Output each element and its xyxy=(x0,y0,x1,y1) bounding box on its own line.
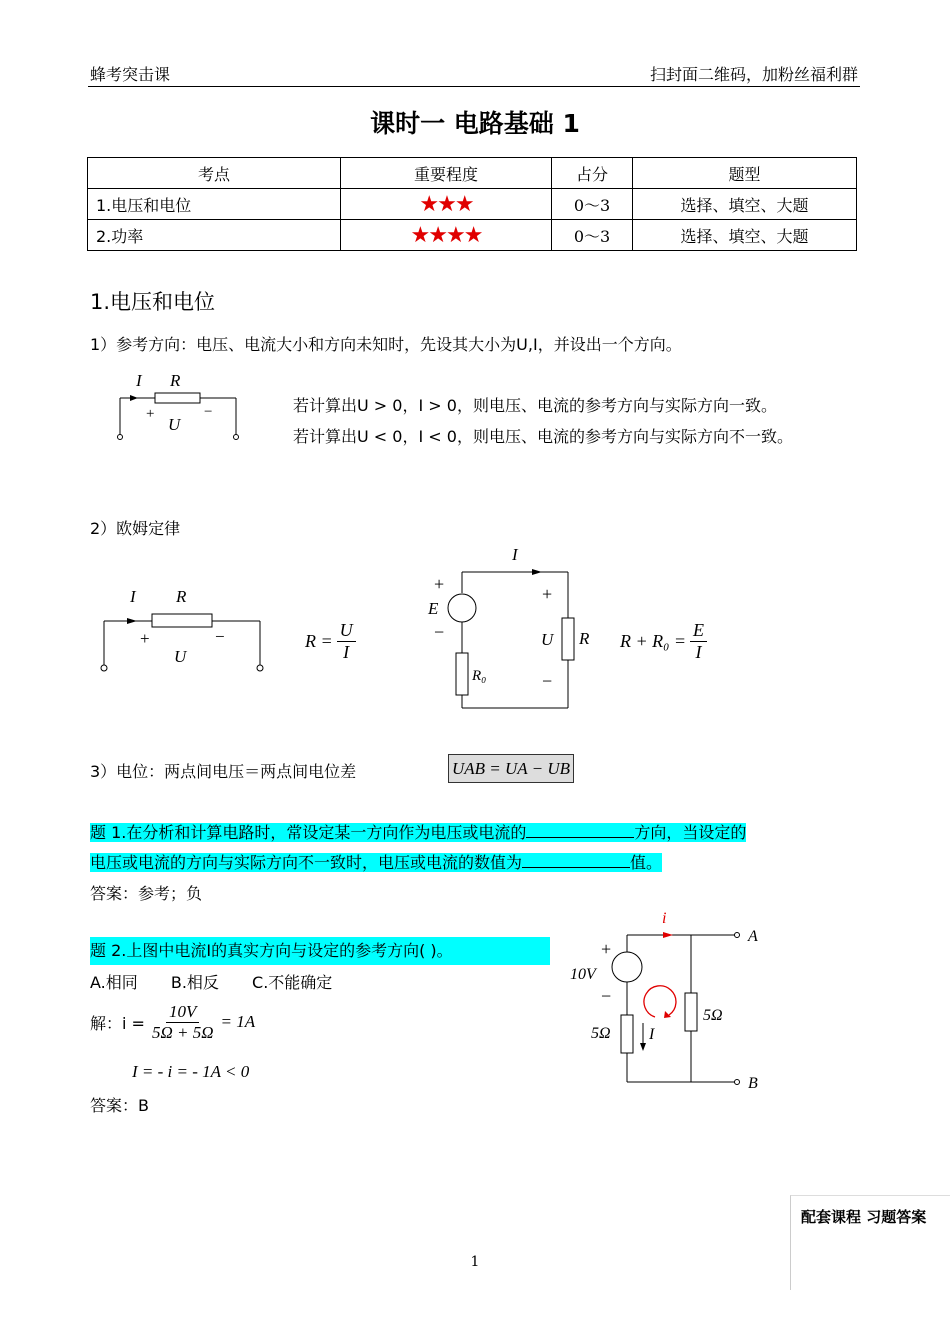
page-number: 1 xyxy=(470,1254,480,1270)
label-I: I xyxy=(136,371,142,390)
potential-formula-box: UAB = UA − UB xyxy=(448,754,574,783)
q1-line-2: 电压或电流的方向与实际方向不一致时，电压或电流的数值为 值。 xyxy=(90,853,663,872)
label-plus: + xyxy=(434,574,445,594)
label-minus: − xyxy=(204,404,213,420)
formula-lhs: R + R₀ = xyxy=(620,630,687,651)
label-I: I xyxy=(512,545,518,564)
label-R0: R₀ xyxy=(472,668,487,684)
label-i: i xyxy=(662,910,667,927)
sol-label: 解：i = xyxy=(90,1013,145,1033)
star-rating: ★★★★ xyxy=(341,220,552,251)
table-row xyxy=(88,189,857,220)
option-c: C.不能确定 xyxy=(252,973,333,992)
formula-lhs: R = xyxy=(305,630,333,651)
formula-den: I xyxy=(695,641,702,662)
keypoint-table xyxy=(87,157,857,251)
label-plus: + xyxy=(146,406,155,422)
label-U: U xyxy=(174,647,187,666)
label-I: I xyxy=(130,587,136,606)
row-type: 选择、填空、大题 xyxy=(633,189,857,220)
row-score: 0～3 xyxy=(552,189,633,220)
label-R2: 5Ω xyxy=(703,1007,723,1024)
col-importance: 重要程度 xyxy=(341,158,552,189)
label-U: U xyxy=(168,415,181,434)
sol-num: 10V xyxy=(166,1002,199,1023)
label-R: R xyxy=(170,371,181,390)
table-header-row xyxy=(88,158,857,189)
row-topic: 2.功率 xyxy=(88,220,341,251)
label-plus-r: + xyxy=(542,584,553,604)
formula-den: I xyxy=(343,641,350,662)
q2-options xyxy=(90,970,332,993)
positive-case-text: 若计算出U > 0，I > 0，则电压、电流的参考方向与实际方向一致。 xyxy=(293,396,777,415)
section-heading: 1.电压和电位 xyxy=(90,290,216,314)
reference-direction-text: 1）参考方向：电压、电流大小和方向未知时，先设其大小为U,I，并设出一个方向。 xyxy=(90,335,682,354)
header-rule xyxy=(88,86,860,87)
source-formula xyxy=(620,620,707,662)
label-minus: − xyxy=(601,986,612,1006)
question-circuit-diagram xyxy=(565,905,775,1095)
ohms-law-heading: 2）欧姆定律 xyxy=(90,519,181,538)
col-type: 题型 xyxy=(633,158,857,189)
label-I: I xyxy=(649,1026,655,1043)
q2-solution-line2: I = - i = - 1A < 0 xyxy=(132,1062,250,1081)
label-plus: + xyxy=(140,629,150,648)
table-row xyxy=(88,220,857,251)
label-A: A xyxy=(748,928,758,945)
course-badge[interactable]: 配套课程 习题答案 xyxy=(790,1195,950,1290)
header-left: 蜂考突击课 xyxy=(90,65,171,84)
row-score: 0～3 xyxy=(552,220,633,251)
q1-line-1: 题 1.在分析和计算电路时，常设定某一方向作为电压或电流的 方向，当设定的 xyxy=(90,823,747,842)
ohm-formula xyxy=(305,620,356,662)
negative-case-text: 若计算出U < 0，I < 0，则电压、电流的参考方向与实际方向不一致。 xyxy=(293,427,793,446)
col-score: 占分 xyxy=(552,158,633,189)
formula-num: U xyxy=(337,620,356,642)
potential-text: 3）电位：两点间电压＝两点间电位差 xyxy=(90,762,357,781)
label-B: B xyxy=(748,1075,758,1092)
option-a: A.相同 xyxy=(90,973,138,992)
label-R: R xyxy=(176,587,187,606)
header-right: 扫封面二维码，加粉丝福利群 xyxy=(649,65,858,84)
q2-solution xyxy=(90,1002,255,1042)
label-minus-r: − xyxy=(542,671,553,691)
label-R1: 5Ω xyxy=(591,1025,611,1042)
label-minus: − xyxy=(434,622,445,642)
question-1 xyxy=(90,818,746,878)
formula-num: E xyxy=(690,620,707,642)
sol-den: 5Ω + 5Ω xyxy=(151,1022,214,1042)
star-rating: ★★★ xyxy=(341,189,552,220)
sol-rhs: = 1A xyxy=(220,1012,256,1032)
row-type: 选择、填空、大题 xyxy=(633,220,857,251)
label-U: U xyxy=(541,630,554,649)
label-E: E xyxy=(428,599,439,618)
q2-answer: 答案：B xyxy=(90,1096,149,1115)
source-circuit-diagram xyxy=(420,540,610,720)
question-2: 题 2.上图中电流I的真实方向与设定的参考方向( )。 xyxy=(90,937,550,965)
option-b: B.相反 xyxy=(170,973,219,992)
label-plus: + xyxy=(601,939,612,959)
q1-answer: 答案：参考；负 xyxy=(90,884,203,903)
resistor-diagram-2 xyxy=(94,580,274,680)
page-title: 课时一 电路基础 1 xyxy=(370,109,580,138)
label-voltage: 10V xyxy=(570,966,596,983)
label-R: R xyxy=(579,629,590,648)
label-minus: − xyxy=(215,627,225,646)
col-topic: 考点 xyxy=(88,158,341,189)
row-topic: 1.电压和电位 xyxy=(88,189,341,220)
resistor-diagram-1 xyxy=(110,368,250,443)
